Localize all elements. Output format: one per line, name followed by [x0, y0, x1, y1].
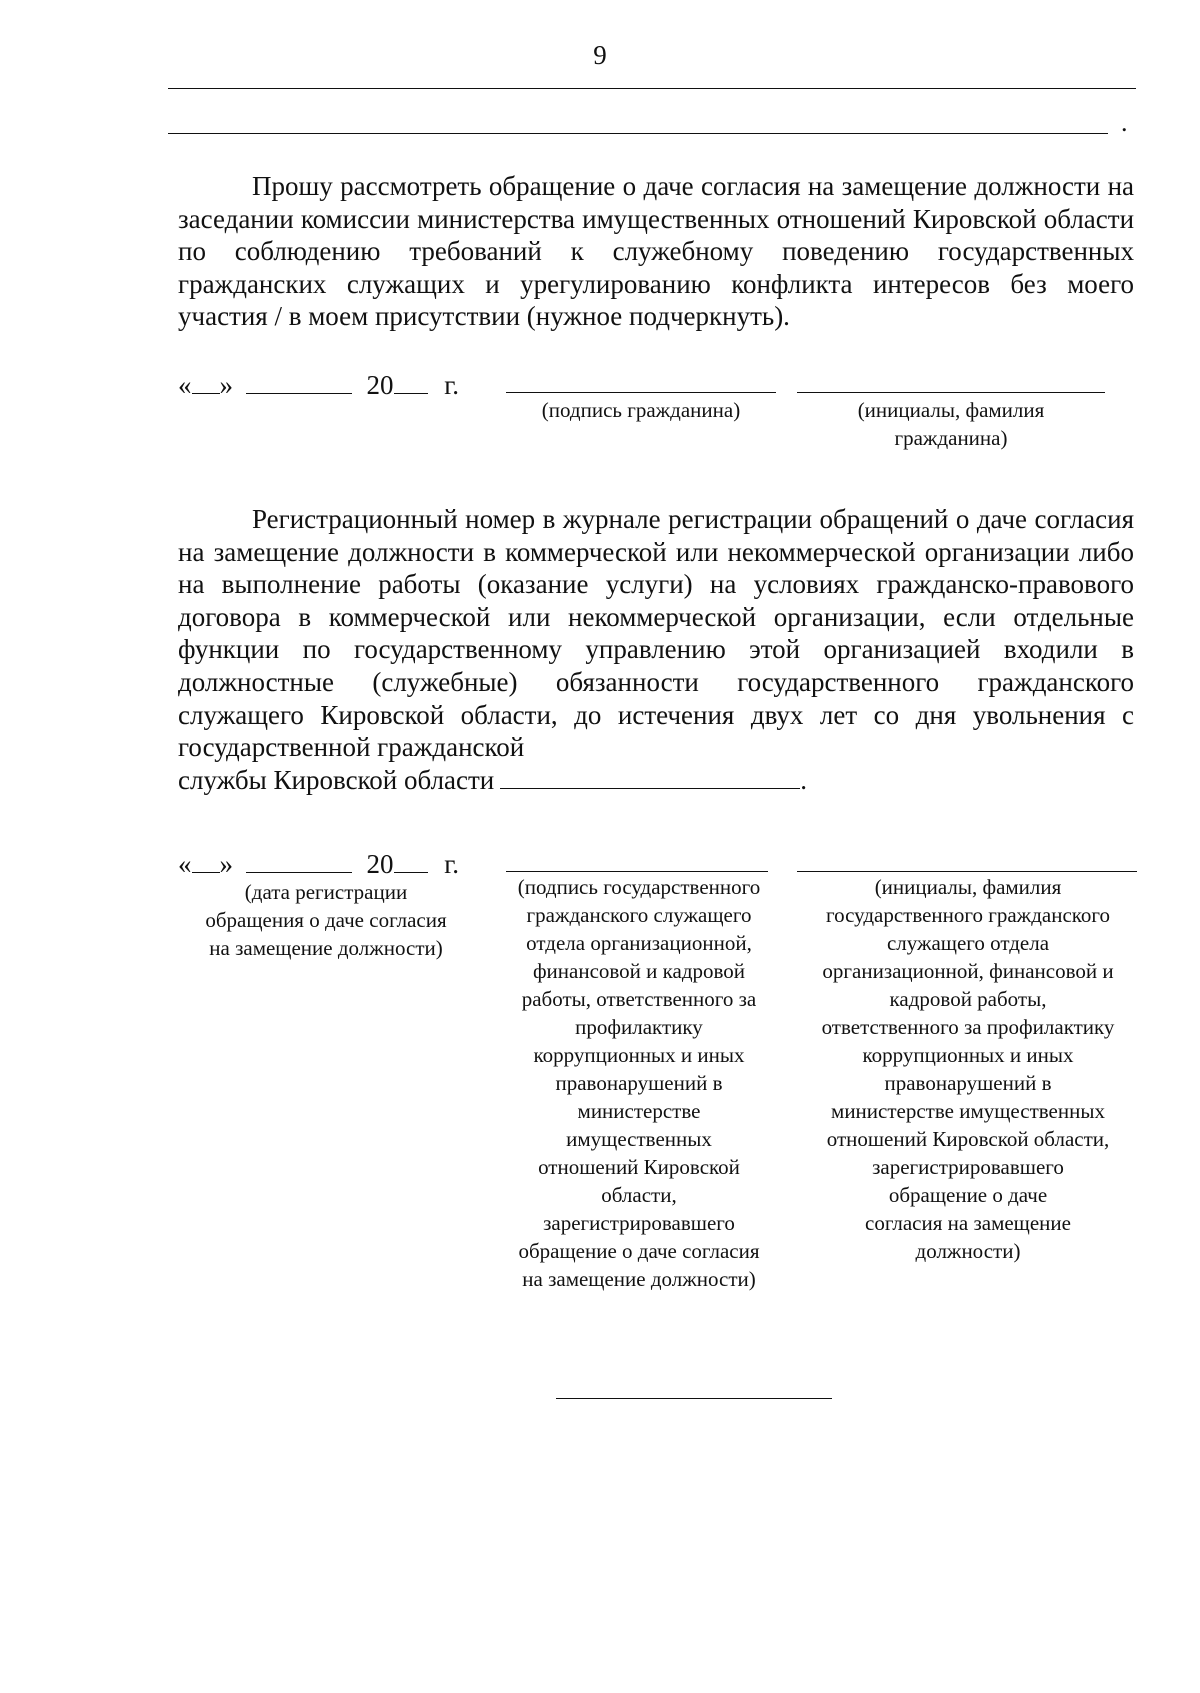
request-line: Кировской области по соблюдению требований к служебному поведению: [178, 203, 1135, 267]
registration-line: государственного гражданского служащего Кировской области,: [178, 666, 1135, 730]
name-caption-1: (инициалы, фамилия гражданина): [857, 398, 1045, 450]
name-line-2[interactable]: [797, 871, 1137, 872]
quote-open: «: [178, 370, 192, 400]
year-blank[interactable]: [394, 371, 428, 394]
registration-number-blank[interactable]: [500, 766, 800, 789]
name-caption-2: (инициалы, фамилия государственного гражданского служащего отдела организационной, финансовой и кадровой работы, ответственного за профилактику коррупционных и иных правонарушений в министерстве имущественных отношений Кировской области, зарегистрировавшего обращение о даче согласия на замещение должности): [821, 875, 1115, 1263]
day-blank[interactable]: [192, 850, 220, 873]
signature-line-1[interactable]: [506, 392, 776, 393]
year-suffix: г.: [444, 370, 460, 400]
registration-line: до истечения двух лет со дня увольнения с государственной гражданской: [178, 699, 1134, 763]
page-number: 9: [593, 40, 607, 70]
date-caption-2: (дата регистрации обращения о даче согласия на замещение должности): [205, 880, 447, 960]
year-suffix: г.: [444, 849, 460, 879]
date-field-2: [178, 849, 459, 880]
header-fill-line-1: [168, 88, 1136, 89]
request-line: Прошу рассмотреть обращение о даче согласия на замещение: [252, 171, 968, 201]
header-fill-line-2: [168, 133, 1108, 134]
registration-line: организацией входили в должностные (служебные) обязанности: [178, 634, 1135, 697]
quote-close: »: [219, 849, 233, 879]
day-blank[interactable]: [192, 371, 220, 394]
month-blank[interactable]: [246, 371, 352, 394]
closing-separator: [556, 1398, 832, 1399]
signature-caption-2: (подпись государственного гражданского служащего отдела организационной, финансовой и кадровой работы, ответственного за профилактику коррупционных и иных правонарушений в министерстве имущественных отношений Кировской области, зарегистрировавшего обращение о даче согласия на замещение должности): [517, 875, 761, 1291]
year-prefix: 20: [366, 849, 394, 879]
registration-line: согласия на замещение должности в коммерческой или некоммерческой: [178, 504, 1135, 567]
registration-line: организации, если отдельные функции по государственному управлению этой: [178, 601, 1135, 665]
registration-line: организации либо на выполнение работы (оказание услуги) на условиях: [178, 536, 1134, 600]
year-prefix: 20: [366, 370, 394, 400]
request-line: интересов без моего участия / в моем присутствии (нужное подчеркнуть).: [178, 268, 1134, 332]
registration-line: гражданско-правового договора в коммерческой или некоммерческой: [178, 569, 1134, 632]
header-trailing-dot: .: [1121, 108, 1128, 137]
signature-caption-1: (подпись гражданина): [541, 398, 741, 422]
quote-open: «: [178, 849, 192, 879]
request-paragraph: [178, 170, 1134, 333]
registration-line: Регистрационный номер в журнале регистрации обращений о даче: [252, 504, 1028, 534]
year-blank[interactable]: [394, 850, 428, 873]
request-line: государственных гражданских служащих и урегулированию конфликта: [178, 236, 1135, 299]
signature-line-2[interactable]: [506, 871, 768, 872]
name-line-1[interactable]: [797, 392, 1105, 393]
date-field-1: [178, 370, 459, 401]
registration-last-line: службы Кировской области .: [178, 765, 808, 795]
request-line: должности на заседании комиссии министерства имущественных отношений: [178, 171, 1135, 234]
registration-paragraph: [178, 503, 1134, 764]
quote-close: »: [219, 370, 233, 400]
month-blank[interactable]: [246, 850, 352, 873]
